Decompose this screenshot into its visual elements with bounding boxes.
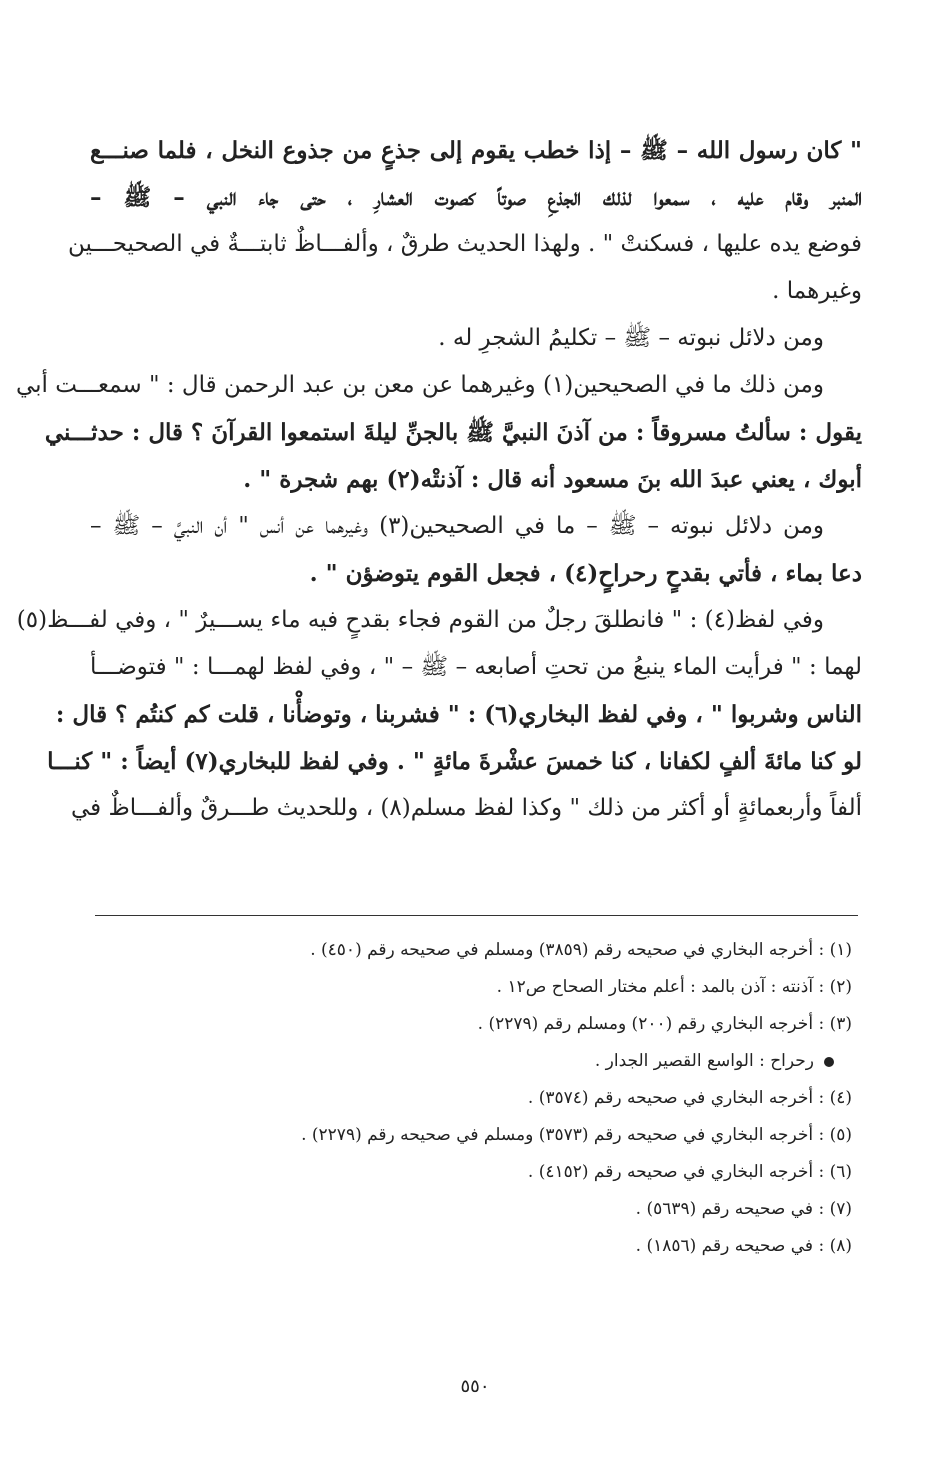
bullet-icon	[824, 1057, 834, 1067]
text-line: وفي لفظ(٤) : " فانطلقَ رجلٌ من القوم فجاء بقدحٍ فيه ماء يســـيرٌ " ، وفي لفـــظ(٥)	[16, 607, 824, 633]
footnote: (٧) : في صحيحه رقم (٥٦٣٩) .	[635, 1199, 852, 1219]
text-line: لهما : " فرأيت الماء ينبعُ من تحتِ أصابعه – ﷺ – " ، وفي لفظ لهمـــا : " فتوضـــأ	[90, 654, 862, 680]
page-number: ٥٥٠	[460, 1376, 490, 1397]
text-line: دعا بماء ، فأتي بقدحٍ رحراحٍ(٤) ، فجعل القوم يتوضؤن " .	[309, 560, 862, 587]
text-line: يقول : سألتُ مسروقاً : من آذنَ النبيَّ ﷺ بالجنِّ ليلةَ استمعوا القرآنَ ؟ قال : حدثـــني	[44, 419, 862, 446]
text-line: لو كنا مائةَ ألفٍ لكفانا ، كنا خمسَ عشْرةَ مائةٍ " . وفي لفظ للبخاري(٧) أيضاً : " كنـــا	[47, 748, 862, 775]
text-line: ومن دلائل نبوته – ﷺ – تكليمُ الشجرِ له .	[438, 325, 824, 351]
text-line: أبوك ، يعني عبدَ الله بنَ مسعود أنه قال : آذنتْه(٢) بهم شجرة " .	[243, 466, 862, 493]
text-line: ومن دلائل نبوته – ﷺ – ما في الصحيحين(٣) وغيرهما عن أنس " أن النبيَّ – ﷺ –	[90, 513, 824, 539]
text-line: ومن ذلك ما في الصحيحين(١) وغيرهما عن معن بن عبد الرحمن قال : " سمعـــت أبي	[15, 372, 824, 398]
footnote: (١) : أخرجه البخاري في صحيحه رقم (٣٨٥٩) ومسلم في صحيحه رقم (٤٥٠) .	[310, 940, 852, 960]
footnote: (٢) : آذنته : آذن بالمد : أعلم مختار الصحاح ص١٢ .	[496, 977, 852, 997]
footnote-divider	[95, 915, 858, 916]
text-line: الناس وشربوا " ، وفي لفظ البخاري(٦) : " فشربنا ، وتوضأْنا ، قلت كم كنتُم ؟ قال :	[55, 701, 862, 728]
text-line: فوضع يده عليها ، فسكنتْ " . ولهذا الحديث طرقٌ ، وألفـــاظٌ ثابتـــةٌ في الصحيحـــين	[68, 231, 862, 257]
footnote: (٨) : في صحيحه رقم (١٨٥٦) .	[635, 1236, 852, 1256]
footnote-note	[152, 1043, 852, 1080]
footnote: (٤) : أخرجه البخاري في صحيحه رقم (٣٥٧٤) .	[527, 1088, 852, 1108]
footnote: (٦) : أخرجه البخاري في صحيحه رقم (٤١٥٢) .	[527, 1162, 852, 1182]
text-line: " كان رسول الله – ﷺ – إذا خطب يقوم إلى جذعٍ من جذوع النخل ، فلما صنـــع	[90, 137, 862, 164]
footnote-note-text: رحراح : الواسع القصير الجدار .	[594, 1051, 814, 1071]
text-line: المنبر وقام عليه ، سمعوا لذلك الجذعِ صوتاً كصوت العشارِ ، حتى جاء النبي – ﷺ –	[90, 184, 862, 211]
footnote: (٥) : أخرجه البخاري في صحيحه رقم (٣٥٧٣) ومسلم في صحيحه رقم (٢٢٧٩) .	[301, 1125, 852, 1145]
footnotes	[152, 932, 852, 1265]
text-line: ألفاً وأربعمائةٍ أو أكثر من ذلك " وكذا لفظ مسلم(٨) ، وللحديث طـــرقٌ وألفـــاظٌ في	[70, 795, 862, 821]
text-line: وغيرهما .	[772, 278, 862, 304]
footnote: (٣) : أخرجه البخاري رقم (٢٠٠) ومسلم رقم (٢٢٧٩) .	[477, 1014, 852, 1034]
main-text	[15, 127, 862, 832]
